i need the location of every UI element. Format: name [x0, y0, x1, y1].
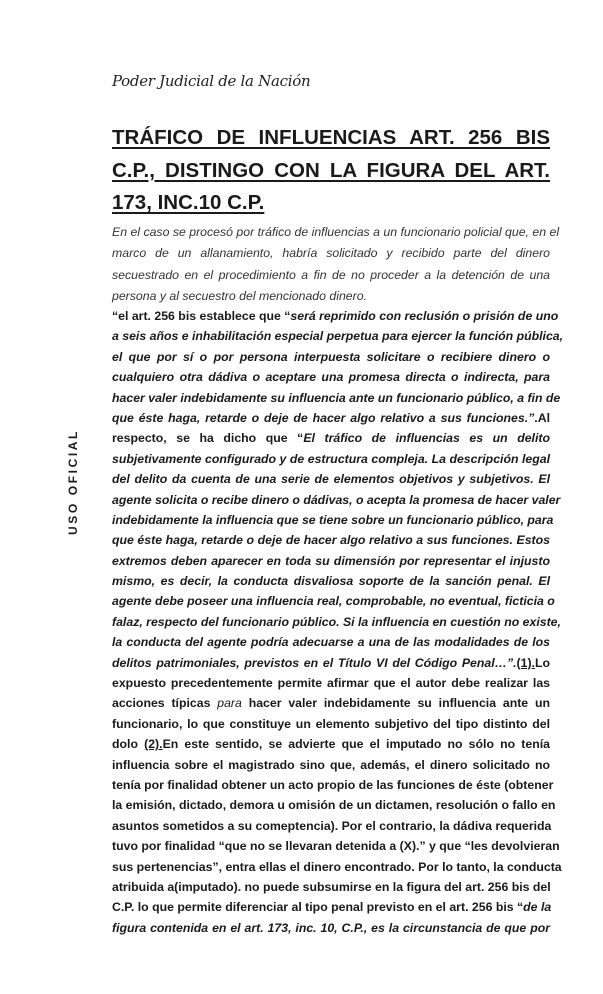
text-segment: falaz, respecto del funcionario público. Si la influencia en cuestión no existe, [112, 614, 561, 629]
text-line [112, 490, 561, 510]
text-segment: figura contenida en el art. 173, inc. 10, C.P., es la circunstancia de que por [112, 920, 550, 935]
text-segment: C.P. lo que permite diferenciar al tipo penal previsto en el art. 256 bis “ [112, 900, 524, 915]
text-line [112, 367, 550, 387]
text-line [112, 571, 550, 591]
text-segment: asuntos sometidos a su comeptencia). Por el contrario, la dádiva requerida [112, 818, 552, 833]
text-line [112, 795, 556, 815]
text-segment: Lo [534, 655, 550, 670]
text-line: secuestrado en el procedimiento a fin de no proceder a la detención de una [112, 267, 550, 282]
text-line [112, 449, 550, 469]
side-watermark-label: USO OFICIAL [66, 429, 80, 535]
legal-analysis-paragraph [112, 306, 564, 938]
text-segment: “el art. 256 bis establece que “ [112, 309, 291, 323]
title-line-text: 173, INC.10 C.P. [112, 191, 265, 214]
text-line [112, 836, 560, 856]
text-segment: que éste haga, retarde o deje de hacer algo relativo a sus funciones. Estos [112, 533, 550, 548]
text-segment: indebidamente la influencia que se tiene sobre un funcionario público, para [112, 512, 554, 527]
text-segment: de la [523, 900, 552, 915]
text-segment: mismo, es decir, la conducta disvaliosa soporte de la sanción penal. El [112, 574, 550, 589]
text-segment: para [217, 696, 242, 711]
text-segment: dolo [112, 737, 145, 752]
text-line [112, 510, 554, 530]
case-summary-paragraph [112, 222, 560, 307]
text-segment: acciones típicas [112, 696, 218, 711]
text-segment: funcionario, lo que constituye un elemento subjetivo del tipo distinto del [112, 716, 550, 731]
text-segment: agente solicita o recibe dinero o dádivas, o acepta la promesa de hacer valer [112, 492, 561, 507]
text-segment: agente debe poseer una influencia real, comprobable, no eventual, ficticia o [112, 594, 555, 609]
text-line [112, 714, 550, 734]
text-segment: .Al [534, 410, 550, 425]
text-line [112, 612, 561, 632]
text-segment: subjetivamente configurado y de estructura compleja. La descripción legal [112, 451, 550, 466]
title-line-text: TRÁFICO DE INFLUENCIAS ART. 256 BIS [112, 126, 550, 149]
text-line [112, 551, 550, 571]
text-line [112, 693, 550, 713]
text-segment: tuvo por finalidad “que no se llevaran detenida a (X).” y que “les devolvieran [112, 839, 560, 854]
title-line-text: C.P., DISTINGO CON LA FIGURA DEL ART. [112, 158, 550, 182]
text-line [112, 734, 550, 754]
text-line [112, 530, 550, 550]
title-line [112, 122, 550, 155]
footnote-reference[interactable]: (1). [516, 655, 535, 670]
text-line: persona y al secuestro del mencionado dinero. [112, 288, 367, 303]
text-segment: la conducta del agente podría adecuarse a una de las modalidades de los [112, 635, 550, 650]
text-segment: el que por sí o por persona interpuesta solicitare o recibiere dinero o [112, 349, 550, 364]
text-line [112, 877, 550, 897]
text-line [112, 673, 550, 693]
text-line: En el caso se procesó por tráfico de influencias a un funcionario policial que, en el [112, 225, 560, 239]
text-line [112, 428, 550, 448]
text-segment: respecto, se ha dicho que “ [112, 431, 304, 446]
text-segment: que éste haga, retarde o deje de hacer algo relativo a sus funciones.” [112, 410, 535, 425]
text-line: marco de un allanamiento, habría solicitado y recibido parte del dinero [112, 246, 550, 261]
text-segment: delitos patrimoniales, previstos en el Título VI del Código Penal…”. [112, 655, 517, 670]
text-segment: la emisión, dictado, demora u omisión de un dictamen, resolución o fallo en [112, 798, 556, 813]
text-segment: extremos deben aparecer en toda su dimensión por representar el injusto [112, 553, 550, 568]
text-segment: a seis años e inhabilitación especial perpetua para ejercer la función pública, [112, 329, 564, 344]
text-segment: influencia sobre el magistrado sino que, además, el dinero solicitado no [112, 757, 550, 772]
text-line [112, 857, 562, 877]
text-segment: El tráfico de influencias es un delito [303, 431, 550, 446]
text-segment: En este sentido, se advierte que el imputado no sólo no tenía [162, 737, 550, 752]
title-line [112, 187, 550, 220]
text-line [112, 816, 550, 836]
text-line [112, 775, 554, 795]
institution-header: Poder Judicial de la Nación [112, 72, 311, 90]
text-line [112, 347, 550, 367]
document-title [112, 122, 550, 220]
text-segment: expuesto precedentemente permite afirmar que el autor debe realizar las [112, 676, 550, 691]
text-line [112, 591, 555, 611]
text-line [112, 306, 559, 326]
text-segment: tenía por finalidad obtener un acto propio de las funciones de éste (obtener [112, 777, 554, 792]
text-segment: hacer valer indebidamente su influencia ante un funcionario público, a fin de [112, 390, 561, 405]
text-line [112, 632, 550, 652]
text-line [112, 755, 550, 775]
text-line [112, 469, 550, 489]
footnote-reference[interactable]: (2). [144, 737, 163, 752]
text-segment: será reprimido con reclusión o prisión de uno [290, 309, 559, 323]
title-line [112, 155, 550, 188]
text-line [112, 918, 550, 938]
text-line [112, 408, 550, 428]
text-segment: cualquiero otra dádiva o aceptare una promesa directa o indirecta, para [112, 370, 550, 385]
text-line [112, 653, 550, 673]
text-line [112, 326, 564, 346]
text-segment: sus pertenencias”, entra ellas el dinero encontrado. Por lo tanto, la conducta [112, 859, 562, 874]
text-line [112, 388, 561, 408]
text-segment: atribuida a(imputado). no puede subsumirse en la figura del art. 256 bis del [112, 879, 551, 894]
text-line [112, 897, 550, 917]
text-segment: del delito da cuenta de una serie de elementos objetivos y subjetivos. El [112, 472, 550, 487]
text-segment: hacer valer indebidamente su influencia ante un [241, 696, 550, 711]
